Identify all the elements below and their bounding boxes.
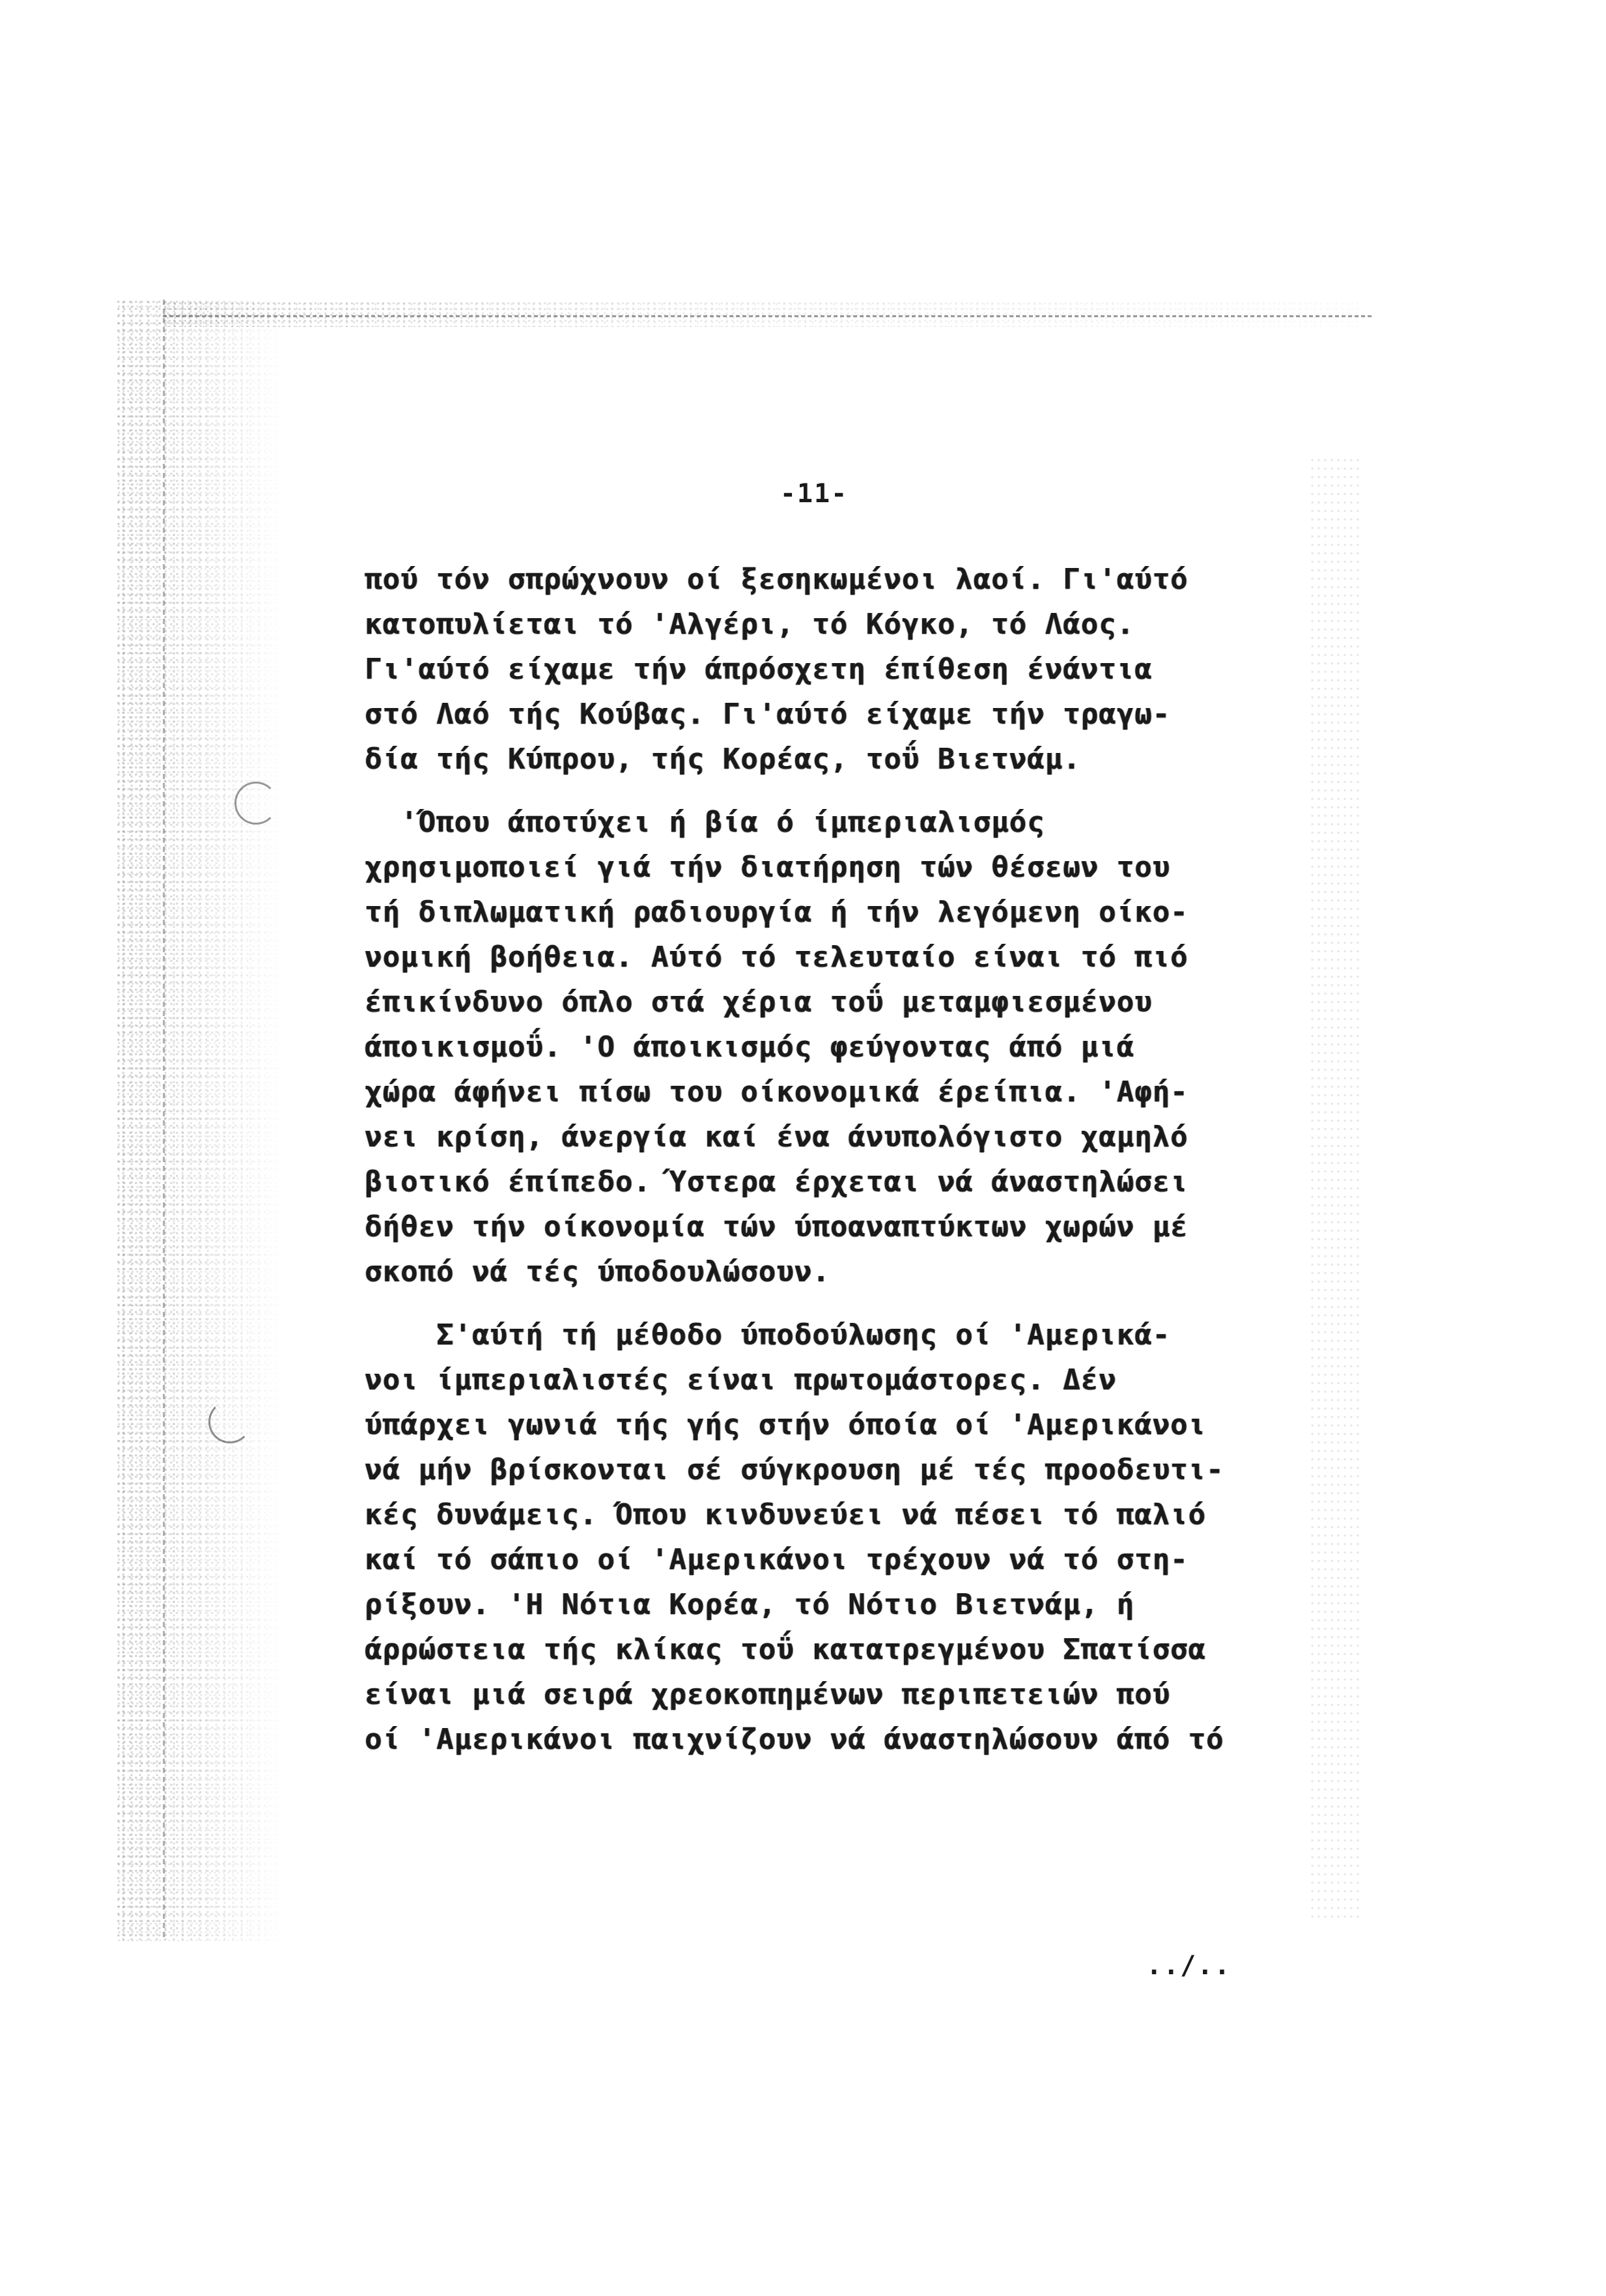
text-line: νοι ίμπεριαλιστές είναι πρωτομάστορες. Δέν [365,1363,1117,1396]
text-line: ύπάρχει γωνιά τής γής στήν όποία οί 'Αμερικάνοι [365,1408,1207,1441]
continuation-mark: ../.. [1146,1951,1232,1981]
text-line: σκοπό νά τές ύποδουλώσουν. [365,1255,830,1288]
paragraph-gap [365,782,1322,800]
text-line: τή διπλωματική ραδιουργία ή τήν λεγόμενη οίκο- [365,896,1189,929]
text-line: έπικίνδυνο όπλο στά χέρια τοΰ μεταμφιεσμένου [365,985,1153,1019]
copy-edge-left [163,300,165,1941]
left-margin-speckle [117,300,287,1941]
text-line: νομική βοήθεια. Αύτό τό τελευταίο είναι τό πιό [365,941,1189,974]
copy-edge-top [163,315,1374,317]
text-line: χρησιμοποιεί γιά τήν διατήρηση τών θέσεων του [365,851,1171,884]
text-line: νει κρίση, άνεργία καί ένα άνυπολόγιστο χαμηλό [365,1120,1189,1154]
text-line: 'Όπου άποτύχει ή βία ό ίμπεριαλισμός [365,806,1045,839]
text-line: νά μήν βρίσκονται σέ σύγκρουση μέ τές προοδευτι- [365,1453,1224,1486]
text-line: κές δυνάμεις. Όπου κινδυνεύει νά πέσει τό παλιό [365,1498,1207,1531]
text-line: Σ'αύτή τή μέθοδο ύποδούλωσης οί 'Αμερικά- [365,1318,1171,1352]
text-line: καί τό σάπιο οί 'Αμερικάνοι τρέχουν νά τό στη- [365,1543,1189,1576]
text-line: δήθεν τήν οίκονομία τών ύποαναπτύκτων χωρών μέ [365,1210,1189,1243]
text-line: χώρα άφήνει πίσω του οίκονομικά έρείπια. 'Αφή- [365,1075,1189,1109]
text-line: κατοπυλίεται τό 'Αλγέρι, τό Κόγκο, τό Λάος. [365,608,1135,641]
text-line: στό Λαό τής Κούβας. Γι'αύτό είχαμε τήν τραγω- [365,698,1171,731]
text-line: άποικισμοΰ. 'Ο άποικισμός φεύγοντας άπό μιά [365,1030,1135,1064]
paragraph-gap [365,1294,1322,1312]
text-line: οί 'Αμερικάνοι παιχνίζουν νά άναστηλώσουν άπό τό [365,1723,1224,1756]
text-line: ρίξουν. 'Η Νότια Κορέα, τό Νότιο Βιετνάμ, ή [365,1588,1135,1621]
text-line: βιοτικό έπίπεδο. Ύστερα έρχεται νά άναστηλώσει [365,1165,1189,1198]
binder-hole-mark [208,1400,251,1443]
text-line: δία τής Κύπρου, τής Κορέας, τοΰ Βιετνάμ. [365,743,1081,776]
binder-hole-mark [234,782,277,825]
typed-body [365,557,1322,1762]
text-line: άρρώστεια τής κλίκας τοΰ κατατρεγμένου Σπατίσσα [365,1633,1207,1666]
text-line: Γι'αύτό είχαμε τήν άπρόσχετη έπίθεση ένάντια [365,653,1153,686]
text-line: πού τόν σπρώχνουν οί ξεσηκωμένοι λαοί. Γι'αύτό [365,563,1189,596]
text-line: είναι μιά σειρά χρεοκοπημένων περιπετειών πού [365,1678,1171,1711]
page-number: -11- [780,479,849,509]
top-margin-speckle [163,301,1361,327]
